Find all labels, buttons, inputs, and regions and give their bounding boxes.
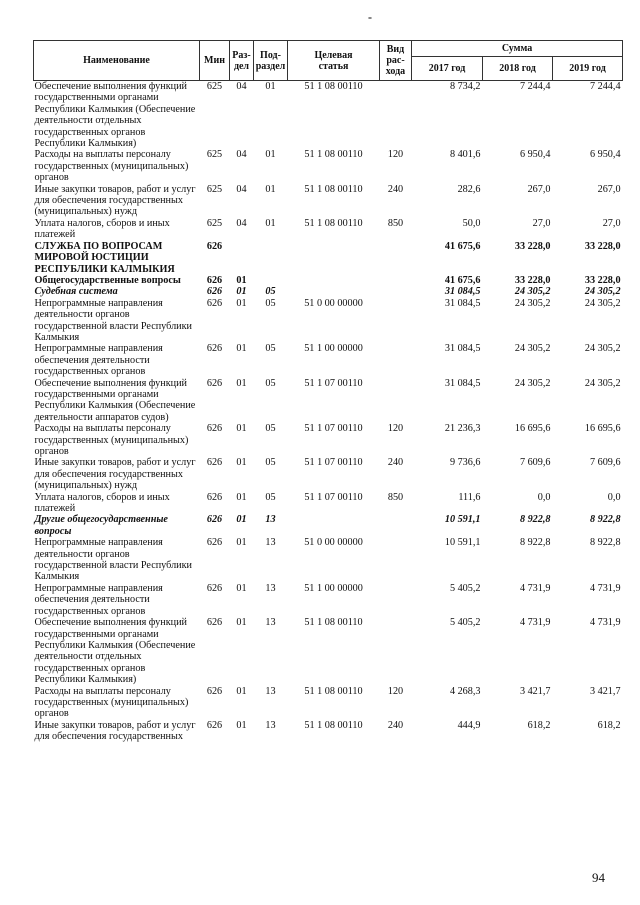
row-min: 625 [206,81,223,92]
row-name: Обеспечение выполнения функций государственными органами Республики Калмыкия (Обеспечение деятельности отдельных государственных органов Республики Калмыкия) [34,617,196,686]
row-value-2017: 8 401,6 [449,149,481,161]
row-podrazdel: 05 [265,297,276,309]
row-value-2018: 6 950,4 [519,149,551,161]
page-top-mark: - [368,10,372,24]
row-value-2019: 24 305,2 [584,343,621,355]
row-min: 626 [206,685,223,697]
row-expense-type [380,241,412,275]
row-name: Уплата налогов, сборов и иных платежей [34,491,170,515]
row-podrazdel: 13 [265,514,276,526]
row-value-2018: 24 305,2 [514,297,551,309]
table-row [34,298,623,344]
header-min: Мин [200,41,230,81]
row-expense-type [380,275,412,286]
row-razdel: 01 [236,297,247,309]
row-razdel: 01 [236,457,247,469]
row-target-article: 51 1 08 00110 [304,183,363,195]
table-row [34,617,623,685]
row-name: Иные закупки товаров, работ и услуг для обеспечения государственных (муниципальных) нужд [34,457,196,492]
table-row [34,286,623,297]
row-min: 626 [206,274,223,286]
row-min: 626 [206,240,223,252]
row-expense-type [380,286,412,297]
row-razdel: 01 [236,719,247,731]
row-target-article: 51 1 00 00000 [304,582,363,594]
table-row [34,184,623,218]
row-value-2018: 8 922,8 [519,537,551,549]
row-target-article: 51 1 08 00110 [304,685,363,697]
row-expense-type [380,81,412,150]
row-podrazdel: 13 [265,685,276,697]
row-value-2019: 24 305,2 [584,297,621,309]
header-year-2017: 2017 год [412,57,483,81]
row-target-article: 51 1 07 00110 [304,377,363,389]
row-target-article: 51 1 08 00110 [304,149,363,161]
row-value-2018: 24 305,2 [514,377,551,389]
table-row [34,423,623,457]
table-row [34,457,623,491]
row-razdel: 01 [236,514,247,526]
row-value-2019: 4 731,9 [589,617,621,629]
row-expense-type: 850 [387,217,404,229]
row-podrazdel: 13 [265,537,276,549]
table-row [34,492,623,515]
row-min: 626 [206,423,223,435]
row-min: 626 [206,457,223,469]
row-value-2019: 7 244,4 [589,81,621,92]
row-value-2017: 9 736,6 [449,457,481,469]
row-value-2018: 16 695,6 [514,423,551,435]
header-podrazdel: Под- раздел [254,41,288,81]
row-value-2017: 5 405,2 [449,617,481,629]
row-target-article: 51 1 07 00110 [304,457,363,469]
row-value-2019: 8 922,8 [589,514,621,526]
row-expense-type [380,298,412,344]
row-value-2018: 3 421,7 [519,685,551,697]
row-min: 626 [206,537,223,549]
header-year-2018: 2018 год [483,57,553,81]
row-value-2018: 24 305,2 [514,286,551,298]
header-year-2019: 2019 год [553,57,623,81]
row-value-2018: 7 244,4 [519,81,551,92]
row-razdel: 04 [236,183,247,195]
row-podrazdel: 01 [265,183,276,195]
table-row [34,149,623,183]
row-target-article: 51 0 00 00000 [304,537,363,549]
header-sum: Сумма [412,41,623,57]
row-razdel: 04 [236,149,247,161]
row-value-2019: 0,0 [607,491,621,503]
table-row [34,583,623,617]
row-razdel: 01 [236,274,247,286]
row-expense-type: 120 [387,423,404,435]
row-expense-type: 850 [387,491,404,503]
row-value-2018: 8 922,8 [519,514,551,526]
row-expense-type: 240 [387,719,404,731]
table-row [34,343,623,377]
row-target-article: 51 1 08 00110 [304,217,363,229]
row-value-2019: 267,0 [597,183,621,195]
row-razdel: 04 [236,217,247,229]
row-value-2018: 33 228,0 [514,274,551,286]
row-razdel: 01 [236,685,247,697]
row-name: Обеспечение выполнения функций государственными органами Республики Калмыкия (Обеспечение деятельности отдельных государственных органов Республики Калмыкия) [34,81,196,150]
row-target-article: 51 0 00 00000 [304,297,363,309]
row-expense-type [380,378,412,424]
row-value-2017: 5 405,2 [449,582,481,594]
row-razdel: 01 [236,491,247,503]
row-value-2017: 4 268,3 [449,685,481,697]
row-expense-type [380,537,412,583]
row-expense-type [380,617,412,685]
row-min: 626 [206,617,223,629]
row-name: СЛУЖБА ПО ВОПРОСАМ МИРОВОЙ ЮСТИЦИИ РЕСПУБЛИКИ КАЛМЫКИЯ [34,240,175,275]
row-target-article: 51 1 08 00110 [304,81,363,92]
row-name: Расходы на выплаты персоналу государственных (муниципальных) органов [34,149,189,184]
row-value-2017: 31 084,5 [444,297,481,309]
row-value-2018: 0,0 [537,491,551,503]
row-target-article [288,275,380,286]
row-target-article: 51 1 08 00110 [304,719,363,731]
row-razdel: 04 [236,81,247,92]
row-value-2019: 16 695,6 [584,423,621,435]
table-row [34,275,623,286]
row-expense-type [380,514,412,537]
header-expense-type: Вид рас- хода [380,41,412,81]
row-podrazdel: 05 [265,286,276,298]
row-razdel: 01 [236,286,247,298]
row-value-2017: 444,9 [457,719,481,731]
row-podrazdel: 01 [265,217,276,229]
row-min: 626 [206,377,223,389]
row-value-2017: 10 591,1 [444,537,481,549]
row-razdel: 01 [236,582,247,594]
row-value-2017: 111,6 [458,491,481,503]
row-expense-type: 120 [387,149,404,161]
row-value-2019: 27,0 [602,217,621,229]
row-value-2019: 33 228,0 [584,274,621,286]
row-podrazdel: 13 [265,582,276,594]
row-value-2018: 7 609,6 [519,457,551,469]
row-value-2019: 6 950,4 [589,149,621,161]
row-name: Другие общегосударственные вопросы [34,514,168,537]
row-target-article: 51 1 07 00110 [304,491,363,503]
table-row [34,218,623,241]
row-min: 625 [206,183,223,195]
row-name: Непрограммные направления деятельности органов государственной власти Республики Калмыкия [34,297,193,343]
row-razdel: 01 [236,423,247,435]
row-name: Непрограммные направления обеспечения деятельности государственных органов [34,582,163,617]
row-podrazdel: 05 [265,491,276,503]
row-value-2017: 282,6 [457,183,481,195]
table-row [34,686,623,720]
row-value-2019: 7 609,6 [589,457,621,469]
row-name: Иные закупки товаров, работ и услуг для обеспечения государственных [34,719,196,743]
header-name: Наименование [34,41,200,81]
row-name: Непрограммные направления деятельности органов государственной власти Республики Калмыкия [34,537,193,583]
row-target-article [288,241,380,275]
row-value-2019: 24 305,2 [584,286,621,298]
row-podrazdel: 05 [265,457,276,469]
row-value-2017: 31 084,5 [444,377,481,389]
row-value-2017: 8 734,2 [449,81,481,92]
row-name: Иные закупки товаров, работ и услуг для обеспечения государственных (муниципальных) нужд [34,183,196,218]
table-row [34,81,623,150]
table-row [34,537,623,583]
row-value-2017: 41 675,6 [444,240,481,252]
table-header [34,41,623,81]
row-value-2019: 33 228,0 [584,240,621,252]
row-razdel: 01 [236,377,247,389]
row-min: 625 [206,149,223,161]
row-target-article: 51 1 00 00000 [304,343,363,355]
row-podrazdel: 05 [265,423,276,435]
row-podrazdel: 05 [265,377,276,389]
row-target-article: 51 1 08 00110 [304,617,363,629]
row-expense-type: 240 [387,183,404,195]
row-min: 626 [206,582,223,594]
row-min: 626 [206,297,223,309]
row-expense-type [380,583,412,617]
table-row [34,378,623,424]
row-target-article: 51 1 07 00110 [304,423,363,435]
row-value-2017: 31 084,5 [444,343,481,355]
budget-table [33,40,623,743]
table-row [34,514,623,537]
page-number: 94 [592,870,605,885]
row-podrazdel [254,241,288,275]
row-value-2019: 618,2 [597,719,621,731]
row-podrazdel: 13 [265,719,276,731]
row-value-2019: 3 421,7 [589,685,621,697]
row-name: Непрограммные направления обеспечения деятельности государственных органов [34,343,163,378]
row-razdel: 01 [236,537,247,549]
table-row [34,720,623,743]
row-razdel: 01 [236,617,247,629]
row-value-2017: 50,0 [462,217,481,229]
row-target-article [288,514,380,537]
row-podrazdel: 13 [265,617,276,629]
row-min: 626 [206,491,223,503]
row-min: 626 [206,286,223,298]
header-razdel: Раз- дел [230,41,254,81]
row-value-2019: 8 922,8 [589,537,621,549]
row-expense-type [380,343,412,377]
row-min: 626 [206,514,223,526]
row-value-2017: 21 236,3 [444,423,481,435]
row-value-2017: 31 084,5 [444,286,481,298]
row-value-2018: 4 731,9 [519,617,551,629]
row-name: Общегосударственные вопросы [34,274,181,286]
row-min: 626 [206,719,223,731]
row-razdel [230,241,254,275]
row-name: Обеспечение выполнения функций государственными органами Республики Калмыкия (Обеспечение деятельности аппаратов судов) [34,377,196,423]
table-row [34,241,623,275]
row-podrazdel [254,275,288,286]
row-name: Расходы на выплаты персоналу государственных (муниципальных) органов [34,423,189,457]
row-value-2017: 41 675,6 [444,274,481,286]
row-value-2018: 24 305,2 [514,343,551,355]
row-name: Расходы на выплаты персоналу государственных (муниципальных) органов [34,685,189,720]
row-target-article [288,286,380,297]
row-min: 626 [206,343,223,355]
row-value-2019: 24 305,2 [584,377,621,389]
row-expense-type: 120 [387,685,404,697]
row-value-2018: 267,0 [527,183,551,195]
row-podrazdel: 01 [265,81,276,92]
row-value-2018: 27,0 [532,217,551,229]
row-value-2017: 10 591,1 [444,514,481,526]
row-value-2018: 618,2 [527,719,551,731]
row-name: Уплата налогов, сборов и иных платежей [34,217,170,241]
row-value-2019: 4 731,9 [589,582,621,594]
row-expense-type: 240 [387,457,404,469]
table-body [34,81,623,743]
row-min: 625 [206,217,223,229]
row-value-2018: 4 731,9 [519,582,551,594]
row-value-2018: 33 228,0 [514,240,551,252]
row-podrazdel: 05 [265,343,276,355]
row-name: Судебная система [34,286,118,298]
header-target-article: Целевая статья [288,41,380,81]
row-razdel: 01 [236,343,247,355]
row-podrazdel: 01 [265,149,276,161]
